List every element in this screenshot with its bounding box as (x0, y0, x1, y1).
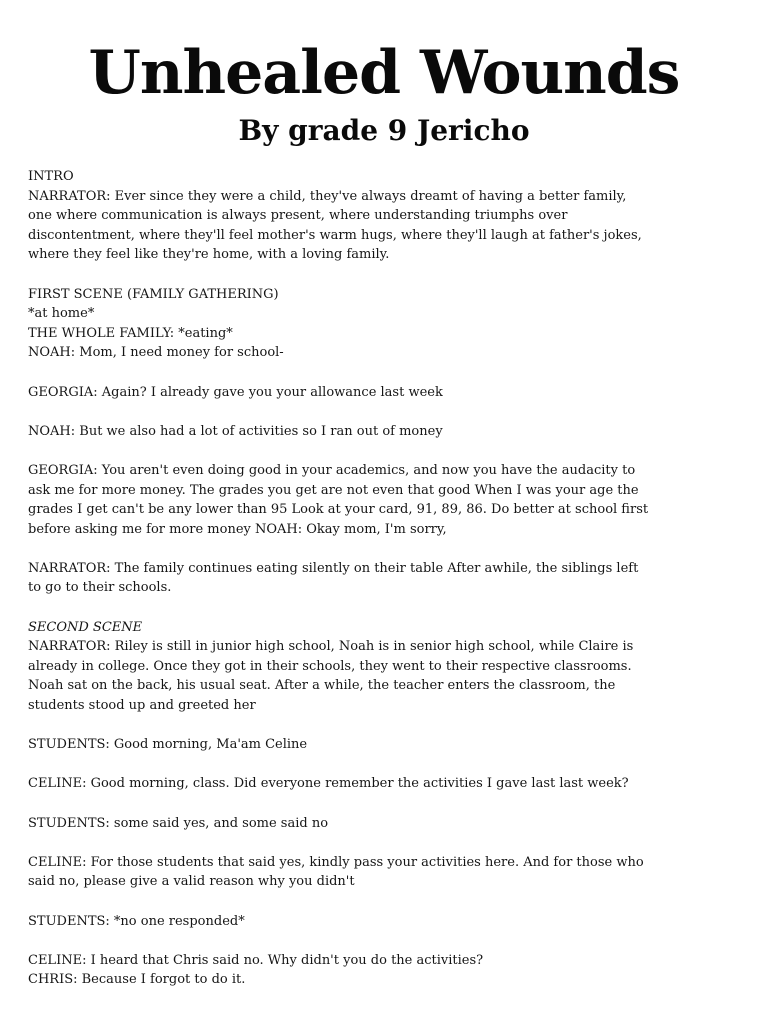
script-line: CELINE: For those students that said yes, kindly pass your activities here. And for those who (28, 854, 644, 870)
blank-line (28, 598, 668, 618)
script-line: discontentment, where they'll feel mother's warm hugs, where they'll laugh at father's jokes, (28, 227, 642, 243)
script-line: students stood up and greeted her (28, 698, 256, 714)
script-line: CELINE: I heard that Chris said no. Why didn't you do the activities? (28, 952, 484, 968)
script-line: SECOND SCENE (28, 619, 143, 635)
script-line: NARRATOR: The family continues eating silently on their table After awhile, the siblings left (28, 560, 639, 576)
blank-line (28, 265, 668, 285)
blank-line (28, 441, 668, 461)
script-line: ask me for more money. The grades you get are not even that good When I was your age the (28, 482, 639, 498)
script-line: Noah sat on the back, his usual seat. After a while, the teacher enters the classroom, the (28, 678, 616, 694)
script-line: STUDENTS: some said yes, and some said no (28, 815, 329, 831)
blank-line (28, 716, 668, 736)
blank-line (28, 755, 668, 775)
script-line: STUDENTS: *no one responded* (28, 913, 245, 929)
script-line: CELINE: Good morning, class. Did everyone remember the activities I gave last last week? (28, 776, 629, 792)
blank-line (28, 833, 668, 853)
script-line: NARRATOR: Ever since they were a child, they've always dreamt of having a better family, (28, 188, 627, 204)
script-line: FIRST SCENE (FAMILY GATHERING) (28, 286, 279, 302)
document-subtitle: By grade 9 Jericho (238, 114, 530, 147)
blank-line (28, 794, 668, 814)
blank-line (28, 363, 668, 383)
script-line: NOAH: But we also had a lot of activities so I ran out of money (28, 423, 443, 439)
blank-line (28, 892, 668, 912)
script-line: already in college. Once they got in their schools, they went to their respective classrooms. (28, 658, 632, 674)
blank-line (28, 402, 668, 422)
script-line: NOAH: Mom, I need money for school- (28, 345, 284, 361)
script-body (28, 167, 668, 990)
script-line: before asking me for more money NOAH: Okay mom, I'm sorry, (28, 521, 447, 537)
blank-line (28, 539, 668, 559)
script-line: *at home* (28, 306, 95, 322)
script-line: to go to their schools. (28, 580, 172, 596)
script-line: said no, please give a valid reason why you didn't (28, 874, 355, 890)
document-title: Unhealed Wounds (88, 38, 680, 108)
script-line: INTRO (28, 169, 74, 184)
script-line: NARRATOR: Riley is still in junior high school, Noah is in senior high school, while Claire is (28, 639, 634, 655)
script-line: THE WHOLE FAMILY: *eating* (28, 325, 233, 341)
blank-line (28, 931, 668, 951)
script-line: CHRIS: Because I forgot to do it. (28, 972, 246, 988)
script-line: where they feel like they're home, with a loving family. (28, 247, 390, 263)
script-line: grades I get can't be any lower than 95 Look at your card, 91, 89, 86. Do better at school first (28, 502, 649, 518)
script-line: STUDENTS: Good morning, Ma'am Celine (28, 737, 308, 753)
script-line: GEORGIA: You aren't even doing good in your academics, and now you have the audacity to (28, 462, 636, 478)
script-line: one where communication is always present, where understanding triumphs over (28, 208, 568, 224)
script-line: GEORGIA: Again? I already gave you your allowance last week (28, 384, 443, 400)
